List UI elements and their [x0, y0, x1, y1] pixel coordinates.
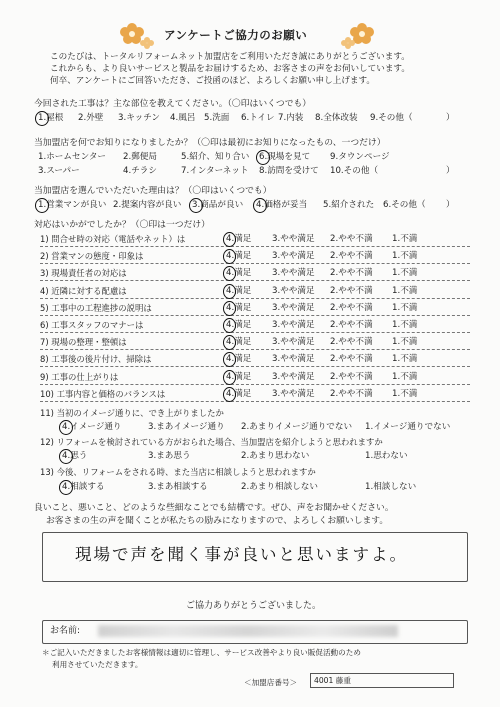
q4-13-option[interactable]: 1.相談しない: [365, 482, 417, 492]
row-divider: [40, 332, 470, 333]
answer-circle: [223, 318, 236, 333]
q3-option[interactable]: 3.商品が良い: [192, 200, 244, 210]
q4-rating-option[interactable]: 3.やや満足: [272, 372, 315, 382]
answer-circle: [35, 198, 49, 213]
answer-circle: [223, 249, 236, 264]
question-1-prompt: 今回された工事は？主な部位を教えてください。（〇印はいくつでも）: [34, 99, 312, 109]
q2-option[interactable]: 4.チラシ: [123, 166, 157, 176]
q4-rating-option[interactable]: 3.やや満足: [272, 354, 315, 364]
privacy-note: ＊ご記入いただきましたお客様情報は適切に管理し、サービス改善やより良い販促活動のため: [42, 648, 361, 657]
intro-line: 何卒、アンケートにご回答いただき、ご投函のほど、よろしくお願い申し上げます。: [50, 76, 376, 86]
flower-icon: [120, 20, 156, 50]
q2-option[interactable]: 2.郵便局: [123, 152, 157, 162]
q4-rating-option[interactable]: 4.満足: [226, 354, 252, 364]
q2-paren: ）: [446, 166, 455, 176]
q1-option[interactable]: 2.外壁: [78, 113, 104, 123]
intro-line: このたびは、トータルリフォームネット加盟店をご利用いただき誠にありがとうございます。: [50, 52, 410, 62]
q4-11-label: 11) 当初のイメージ通りに、でき上がりましたか: [40, 408, 224, 418]
q4-rating-option[interactable]: 1.不満: [392, 337, 418, 347]
answer-circle: [253, 198, 267, 213]
q4-rating-option[interactable]: 1.不満: [392, 234, 418, 244]
flower-icon: [340, 20, 376, 50]
row-divider: [40, 384, 470, 385]
q3-paren: ）: [446, 200, 455, 210]
q4-item-label: 5) 工事中の工程進捗の説明は: [40, 303, 152, 313]
answer-circle: [223, 335, 236, 350]
q2-option[interactable]: 10.その他（: [330, 166, 379, 176]
q4-item-label: 10) 工事内容と価格のバランスは: [40, 389, 166, 399]
q2-option[interactable]: 1.ホームセンター: [38, 152, 107, 162]
answer-circle: [223, 232, 236, 247]
row-divider: [40, 349, 470, 350]
row-divider: [40, 280, 470, 281]
row-divider: [40, 263, 470, 264]
q3-option[interactable]: 5.紹介された: [323, 200, 375, 210]
answer-circle: [223, 352, 236, 367]
q4-rating-option[interactable]: 4.満足: [226, 372, 252, 382]
q4-11-option[interactable]: 1.イメージ通りでない: [365, 422, 451, 432]
answer-circle: [35, 111, 49, 126]
row-divider: [40, 246, 470, 247]
q4-item-label: 9) 工事の仕上がりは: [40, 372, 119, 382]
q4-rating-option[interactable]: 4.満足: [226, 251, 252, 261]
q4-item-label: 1) 問合せ時の対応（電話やネット）は: [40, 234, 186, 244]
q1-option[interactable]: 3.キッチン: [118, 113, 160, 123]
q4-12-option[interactable]: 3.まあ思う: [148, 451, 191, 461]
q1-option[interactable]: 7.内装: [278, 113, 304, 123]
row-divider: [40, 298, 470, 299]
q4-rating-option[interactable]: 1.不満: [392, 320, 418, 330]
q4-12-option[interactable]: 4.思う: [62, 451, 88, 461]
comment-answer: 現場で声を聞く事が良いと思いますよ。: [75, 545, 408, 564]
q2-option[interactable]: 5.紹介、知り合い: [181, 152, 250, 162]
q4-rating-option[interactable]: 4.満足: [226, 303, 252, 313]
store-number-label: ＜加盟店番号＞: [244, 678, 298, 687]
q4-rating-option[interactable]: 1.不満: [392, 251, 418, 261]
q2-option[interactable]: 3.スーパー: [38, 166, 80, 176]
q4-item-label: 7) 現場の整理・整頓は: [40, 337, 127, 347]
thanks-text: ご協力ありがとうございました。: [186, 601, 322, 611]
q4-item-label: 3) 現場責任者の対応は: [40, 268, 127, 278]
question-2-prompt: 当加盟店を何でお知りになりましたか？（〇印は最初にお知りになったもの、一つだけ）: [34, 138, 386, 148]
q4-rating-option[interactable]: 3.やや満足: [272, 337, 315, 347]
q4-rating-option[interactable]: 2.やや不満: [330, 286, 373, 296]
q1-option[interactable]: 6.トイレ: [241, 113, 275, 123]
q4-11-option[interactable]: 4.イメージ通り: [62, 422, 122, 432]
answer-circle: [59, 449, 73, 464]
q4-rating-option[interactable]: 4.満足: [226, 337, 252, 347]
q4-item-label: 6) 工事スタッフのマナーは: [40, 320, 144, 330]
q4-rating-option[interactable]: 3.やや満足: [272, 389, 315, 399]
row-divider: [40, 315, 470, 316]
q3-option[interactable]: 4.価格が妥当: [256, 200, 308, 210]
q4-rating-option[interactable]: 2.やや不満: [330, 389, 373, 399]
q4-rating-option[interactable]: 1.不満: [392, 286, 418, 296]
q4-rating-option[interactable]: 4.満足: [226, 234, 252, 244]
name-label: お名前:: [50, 626, 81, 636]
q4-rating-option[interactable]: 3.やや満足: [272, 268, 315, 278]
q4-13-option[interactable]: 4.相談する: [62, 482, 105, 492]
intro-line: これからも、より良いサービスと製品をお届けするため、お客さまの声をお伺いしています。: [50, 64, 410, 74]
row-divider: [40, 401, 470, 402]
q4-12-option[interactable]: 1.思わない: [365, 451, 408, 461]
q4-13-option[interactable]: 2.あまり相談しない: [241, 482, 318, 492]
q4-rating-option[interactable]: 3.やや満足: [272, 286, 315, 296]
q4-rating-option[interactable]: 2.やや不満: [330, 268, 373, 278]
q4-item-label: 2) 営業マンの態度・印象は: [40, 251, 144, 261]
q4-rating-option[interactable]: 3.やや満足: [272, 303, 315, 313]
q2-option[interactable]: 7.インターネット: [181, 166, 249, 176]
answer-circle: [223, 266, 236, 281]
answer-circle: [223, 387, 236, 402]
q4-rating-option[interactable]: 3.やや満足: [272, 320, 315, 330]
q4-13-label: 13) 今後、リフォームをされる時、また当店に相談しようと思われますか: [40, 467, 316, 477]
q4-rating-option[interactable]: 3.やや満足: [272, 234, 315, 244]
question-3-prompt: 当加盟店を選んでいただいた理由は？（〇印はいくつでも）: [34, 186, 272, 196]
q4-rating-option[interactable]: 1.不満: [392, 354, 418, 364]
answer-circle: [223, 284, 236, 299]
q3-option[interactable]: 2.提案内容が良い: [113, 200, 182, 210]
answer-circle: [223, 370, 236, 385]
store-number-value: 4001 藤重: [314, 676, 351, 685]
q4-item-label: 8) 工事後の後片付け、掃除は: [40, 354, 152, 364]
q4-rating-option[interactable]: 1.不満: [392, 372, 418, 382]
answer-circle: [256, 150, 270, 165]
question-4-prompt: 対応はいかがでしたか？（〇印は一つだけ）: [34, 220, 210, 230]
q1-option[interactable]: 8.全体改装: [315, 113, 358, 123]
q4-rating-option[interactable]: 4.満足: [226, 320, 252, 330]
redacted-name: [98, 625, 398, 637]
question-5-prompt: 良いこと、悪いこと、どのような些細なことでも結構です。ぜひ、声をお聞かせください。: [34, 503, 394, 513]
answer-circle: [59, 480, 73, 495]
q4-rating-option[interactable]: 2.やや不満: [330, 234, 373, 244]
answer-circle: [189, 198, 203, 213]
q4-rating-option[interactable]: 2.やや不満: [330, 320, 373, 330]
q4-11-option[interactable]: 3.まあイメージ通り: [148, 422, 225, 432]
row-divider: [40, 366, 470, 367]
q4-rating-option[interactable]: 1.不満: [392, 389, 418, 399]
q4-rating-option[interactable]: 2.やや不満: [330, 251, 373, 261]
q3-option[interactable]: 6.その他（: [383, 200, 426, 210]
q2-option[interactable]: 6.現場を見て: [259, 152, 311, 162]
q4-rating-option[interactable]: 4.満足: [226, 268, 252, 278]
q1-option[interactable]: 1.屋根: [38, 113, 64, 123]
q4-rating-option[interactable]: 2.やや不満: [330, 372, 373, 382]
page-title: アンケートご協力のお願い: [164, 28, 308, 42]
q4-11-option[interactable]: 2.あまりイメージ通りでない: [241, 422, 353, 432]
q4-rating-option[interactable]: 4.満足: [226, 286, 252, 296]
q4-item-label: 4) 近隣に対する配慮は: [40, 286, 127, 296]
q4-12-option[interactable]: 2.あまり思わない: [241, 451, 310, 461]
q1-option[interactable]: 4.風呂: [170, 113, 196, 123]
q4-rating-option[interactable]: 3.やや満足: [272, 251, 315, 261]
question-5-prompt: お客さまの生の声を聞くことが私たちの励みになりますので、よろしくお願いします。: [46, 516, 389, 526]
q4-rating-option[interactable]: 1.不満: [392, 303, 418, 313]
q4-13-option[interactable]: 3.まあ相談する: [148, 482, 208, 492]
q4-rating-option[interactable]: 2.やや不満: [330, 337, 373, 347]
q4-12-label: 12) リフォームを検討されている方がおられた場合、当加盟店を紹介しようと思われますか: [40, 437, 383, 447]
q1-option[interactable]: 5.洗面: [204, 113, 230, 123]
q4-rating-option[interactable]: 2.やや不満: [330, 354, 373, 364]
q1-paren: ）: [446, 113, 455, 123]
q2-option[interactable]: 8.訪問を受けて: [259, 166, 319, 176]
answer-circle: [223, 301, 236, 316]
q4-rating-option[interactable]: 2.やや不満: [330, 303, 373, 313]
q3-option[interactable]: 1.営業マンが良い: [38, 200, 107, 210]
q1-option[interactable]: 9.その他（: [370, 113, 413, 123]
privacy-note: 利用させていただきます。: [52, 660, 143, 669]
q2-option[interactable]: 9.タウンページ: [330, 152, 390, 162]
q4-rating-option[interactable]: 1.不満: [392, 268, 418, 278]
q4-rating-option[interactable]: 4.満足: [226, 389, 252, 399]
answer-circle: [59, 420, 73, 435]
